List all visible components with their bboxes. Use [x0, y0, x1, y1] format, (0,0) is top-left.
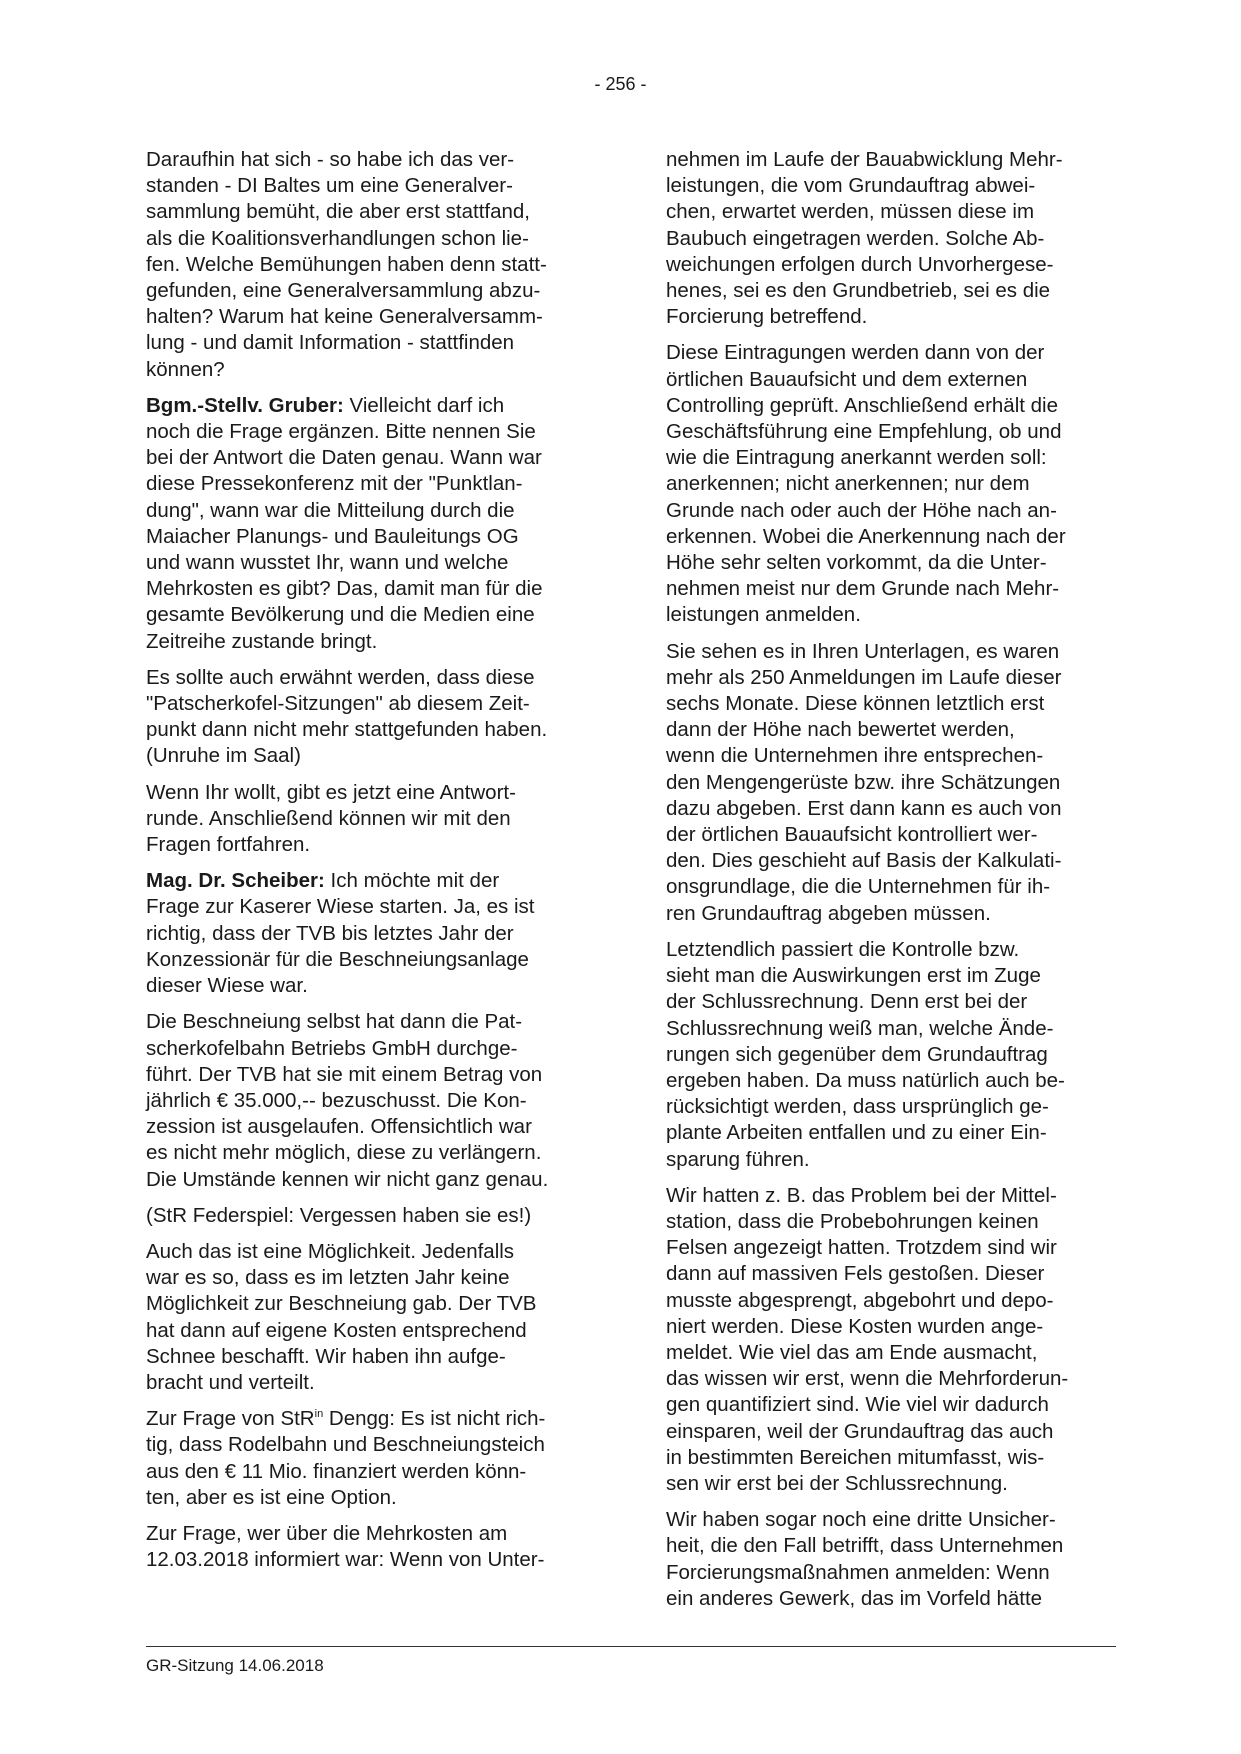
- paragraph: Auch das ist eine Möglichkeit. Jedenfalls war es so, dass es im letzten Jahr keine Möglichkeit zur Beschneiung gab. Der TVB hat dann auf eigene Kosten entsprechend Schnee beschafft. Wir haben ihn aufge- bracht und verteilt.: [146, 1239, 537, 1394]
- speaker-name: Mag. Dr. Scheiber:: [146, 869, 325, 893]
- paragraph: Diese Eintragungen werden dann von der örtlichen Bauaufsicht und dem externen Controlling geprüft. Anschließend erhält die Geschäftsführung eine Empfehlung, ob und wie die Eintragung anerkannt werden soll: anerkennen; nicht anerkennen; nur dem Grunde nach oder auch der Höhe nach an- erkennen. Wobei die Anerkennung nach der Höhe sehr selten vorkommt, da die Unter- nehmen meist nur dem Grunde nach Mehr- leistungen anmelden.: [666, 341, 1066, 627]
- paragraph: Zur Frage, wer über die Mehrkosten am 12.03.2018 informiert war: Wenn von Unter-: [146, 1521, 545, 1572]
- speaker-name: Bgm.-Stellv. Gruber:: [146, 393, 344, 417]
- right-column: [666, 147, 1116, 1622]
- superscript: in: [314, 1408, 324, 1421]
- paragraph: Wir haben sogar noch eine dritte Unsicher- heit, die den Fall betrifft, dass Unternehmen Forcierungsmaßnahmen anmelden: Wenn ein anderes Gewerk, das im Vorfeld hätte: [666, 1508, 1064, 1610]
- speech-text: Ich möchte mit der Frage zur Kaserer Wiese starten. Ja, es ist richtig, dass der TVB bis letztes Jahr der Konzessionär für die Beschneiungsanlage dieser Wiese war.: [146, 869, 535, 998]
- footer: GR-Sitzung 14.06.2018: [146, 1656, 324, 1675]
- paragraph: Letztendlich passiert die Kontrolle bzw. sieht man die Auswirkungen erst im Zuge der Schlussrechnung. Denn erst bei der Schlussrechnung weiß man, welche Ände- rungen sich gegenüber dem Grundauftrag ergeben haben. Da muss natürlich auch be- rücksichtigt werden, dass ursprünglich ge- plante Arbeiten entfallen und zu einer Ein- sparung führen.: [666, 937, 1065, 1171]
- footer-divider: [146, 1646, 1116, 1647]
- left-column: [146, 147, 596, 1583]
- paragraph: nehmen im Laufe der Bauabwicklung Mehr- leistungen, die vom Grundauftrag abwei- chen, erwartet werden, müssen diese im Baubuch eingetragen werden. Solche Ab- weichungen erfolgen durch Unvorhergese- henes, sei es den Grundbetrieb, sei es die Forcierung betreffend.: [666, 148, 1063, 329]
- paragraph: Die Beschneiung selbst hat dann die Pat- scherkofelbahn Betriebs GmbH durchge- führt. Der TVB hat sie mit einem Betrag von jährlich € 35.000,-- bezuschusst. Die Kon- zession ist ausgelaufen. Offensichtlich war es nicht mehr möglich, diese zu verlängern. Die Umstände kennen wir nicht ganz genau.: [146, 1010, 549, 1191]
- text-run: Dengg: Es ist nicht rich- tig, dass Rodelbahn und Beschneiungsteich aus den € 11 Mio. finanziert werden könn- ten, aber es ist eine Option.: [146, 1407, 546, 1509]
- speech-text: Vielleicht darf ich noch die Frage ergänzen. Bitte nennen Sie bei der Antwort die Daten genau. Wann war diese Pressekonferenz mit der "Punktlan- dung", wann war die Mitteilung durch die Maiacher Planungs- und Bauleitungs OG und wann wusstet Ihr, wann und welche Mehrkosten es gibt? Das, damit man für die gesamte Bevölkerung und die Medien eine Zeitreihe zustande bringt.: [146, 393, 543, 653]
- paragraph: Wir hatten z. B. das Problem bei der Mittel- station, dass die Probebohrungen keinen Felsen angezeigt hatten. Trotzdem sind wir dann auf massiven Fels gestoßen. Dieser musste abgesprengt, abgebohrt und depo- niert werden. Diese Kosten wurden ange- meldet. Wie viel das am Ende ausmacht, das wissen wir erst, wenn die Mehrforderun- gen quantifiziert sind. Wie viel wir dadurch einsparen, weil der Grundauftrag das auch in bestimmten Bereichen mitumfasst, wis- sen wir erst bei der Schlussrechnung.: [666, 1183, 1069, 1495]
- paragraph: [146, 868, 596, 999]
- page-number: - 256 -: [594, 74, 647, 94]
- paragraph: Sie sehen es in Ihren Unterlagen, es waren mehr als 250 Anmeldungen im Laufe dieser sechs Monate. Diese können letztlich erst dann der Höhe nach bewertet werden, wenn die Unternehmen ihre entsprechen- den Mengengerüste bzw. ihre Schätzungen dazu abgeben. Erst dann kann es auch von der örtlichen Bauaufsicht kontrolliert wer- den. Dies geschieht auf Basis der Kalkulati- onsgrundlage, die die Unternehmen für ih- ren Grundauftrag abgeben müssen.: [666, 639, 1062, 925]
- interjection: (StR Federspiel: Vergessen haben sie es!): [146, 1203, 532, 1227]
- paragraph: Daraufhin hat sich - so habe ich das ver- standen - DI Baltes um eine Generalver- sammlung bemüht, die aber erst stattfand, als die Koalitionsverhandlungen schon lie- fen. Welche Bemühungen haben denn statt- gefunden, eine Generalversammlung abzu- halten? Warum hat keine Generalversamm- lung - und damit Information - stattfinden können?: [146, 148, 547, 381]
- paragraph: Es sollte auch erwähnt werden, dass diese "Patscherkofel-Sitzungen" ab diesem Zeit- punkt dann nicht mehr stattgefunden haben. (Unruhe im Saal): [146, 665, 548, 768]
- paragraph: Wenn Ihr wollt, gibt es jetzt eine Antwort- runde. Anschließend können wir mit den Fragen fortfahren.: [146, 780, 516, 857]
- paragraph: [146, 1406, 596, 1511]
- text-run: Zur Frage von StR: [146, 1407, 315, 1431]
- paragraph: [146, 393, 596, 655]
